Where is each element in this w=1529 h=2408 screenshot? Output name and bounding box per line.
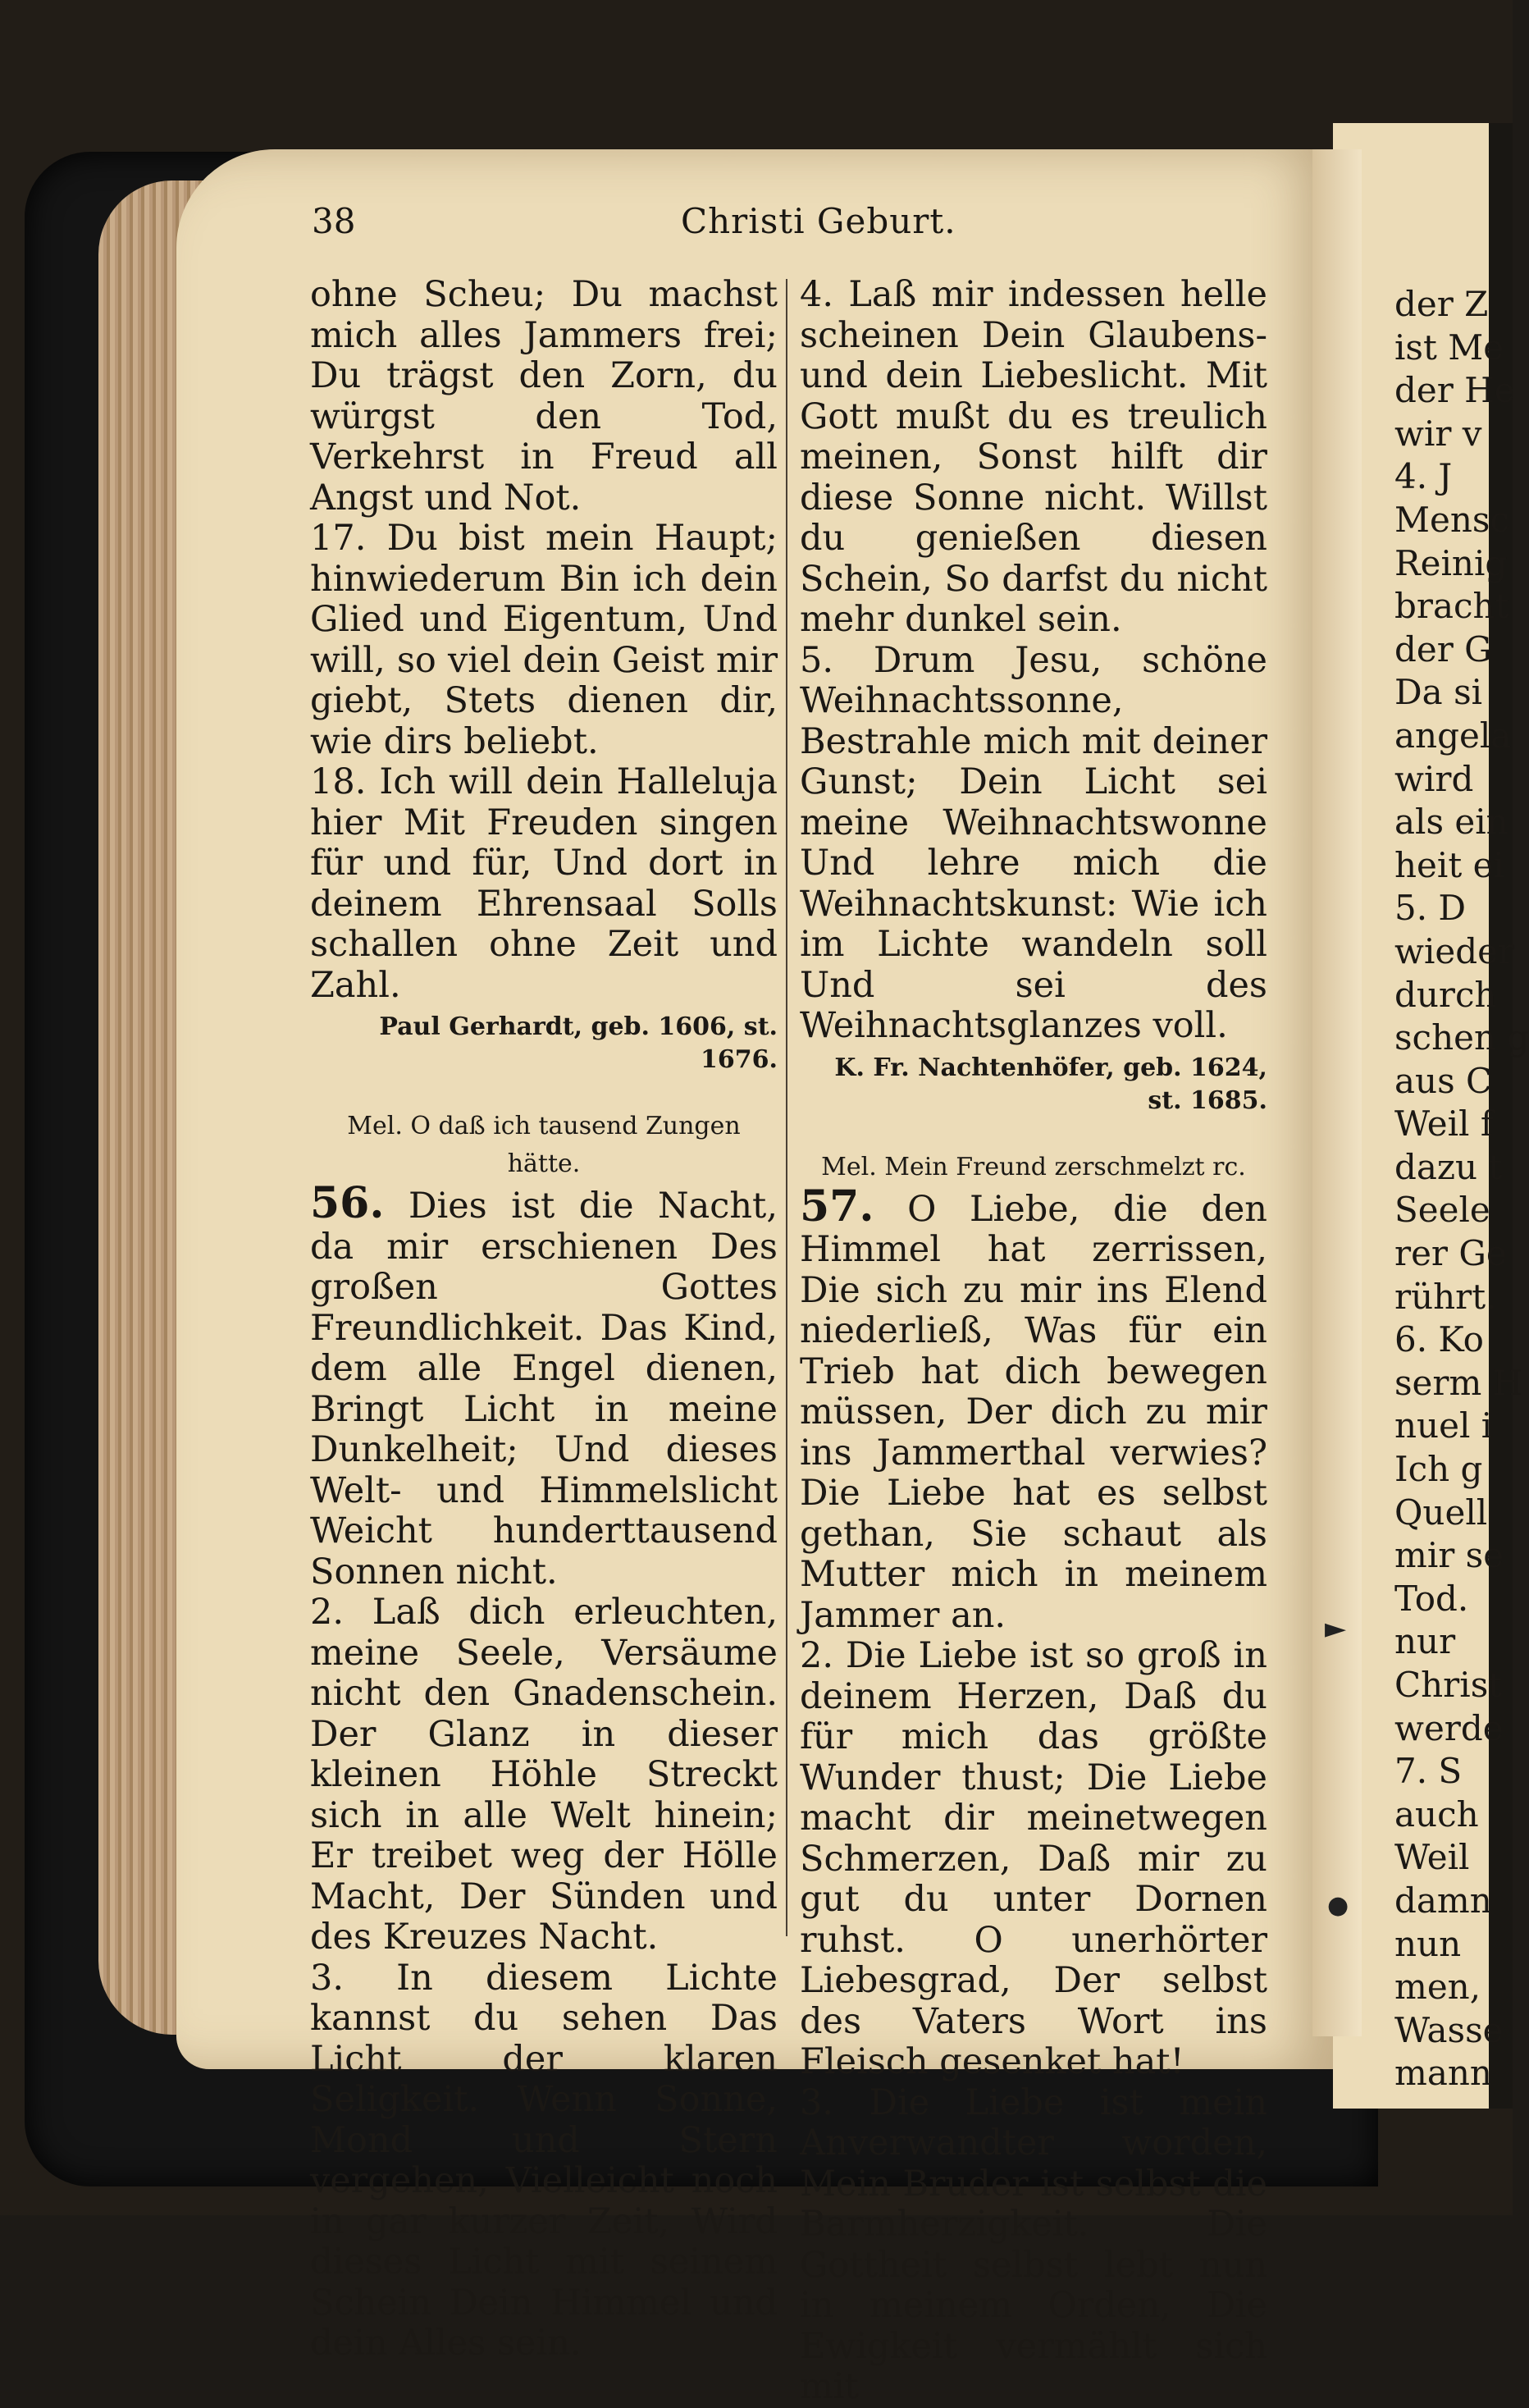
facing-line: der He: [1394, 370, 1515, 411]
facing-line: nun: [1394, 1923, 1462, 1964]
facing-page-text: [1394, 283, 1529, 2095]
facing-line: nuel i: [1394, 1405, 1493, 1446]
melody-line: Mel. O daß ich tausend Zungen hätte.: [347, 1112, 741, 1178]
facing-line: Wasse: [1394, 2009, 1504, 2050]
facing-line: werde: [1394, 1707, 1504, 1748]
facing-line: nur: [1394, 1621, 1456, 1662]
facing-line: dazu t: [1394, 1146, 1503, 1187]
facing-line: aus C: [1394, 1060, 1493, 1101]
facing-line: Weil: [1394, 1837, 1470, 1878]
hymn-number: 56.: [310, 1178, 385, 1228]
facing-line: Christ: [1394, 1665, 1503, 1705]
facing-line: wir v: [1394, 413, 1482, 454]
hymn-author: K. Fr. Nachtenhöfer, geb. 1624, st. 1685.: [834, 1053, 1267, 1115]
left-column: [310, 275, 778, 2365]
facing-line: Seele: [1394, 1190, 1490, 1231]
verse-text: Dies ist die Nacht, da mir erschienen Des großen Gottes Freundlichkeit. Das Kind, dem alle Engel dienen, Bringt Licht in meine Dunkelheit; Und dieses Welt- und Himmelslicht Weicht hunderttausend Sonnen nicht.: [310, 1186, 778, 1592]
melody-line: Mel. Mein Freund zerschmelzt rc.: [821, 1152, 1246, 1181]
margin-mark-icon: ►: [1325, 1612, 1347, 1645]
hymn-55-verse-5: 5. Drum Jesu, schöne Weihnachtssonne, Bestrahle mich mit deiner Gunst; Dein Licht sei meine Weihnachtswonne Und lehre mich die Weihnachtskunst: Wie ich im Lichte wandeln soll Und sei des Weihnachtsglanzes voll.: [800, 639, 1267, 1046]
facing-line: der G: [1394, 628, 1492, 669]
facing-line: rer Ge: [1394, 1233, 1507, 1274]
verse-18: 18. Ich will dein Halleluja hier Mit Freuden singen für und für, Und dort in deinem Ehrensaal Solls schallen ohne Zeit und Zahl.: [310, 761, 778, 1006]
facing-line: mir se: [1394, 1535, 1504, 1576]
facing-line: men,: [1394, 1967, 1481, 2008]
facing-line: der Z: [1394, 284, 1489, 324]
facing-line: heit ei: [1394, 844, 1504, 885]
facing-line: 4. J: [1394, 456, 1453, 497]
hymn-56-verse-1: [310, 1178, 778, 1592]
hymn-55-verse-4: 4. Laß mir indessen helle scheinen Dein Glaubens- und dein Liebeslicht. Mit Gott mußt du es treulich meinen, Sonst hilft dir diese Sonne nicht. Willst du genießen diesen Schein, So darfst du nicht mehr dunkel sein.: [800, 274, 1267, 640]
right-column: [800, 275, 1267, 2408]
facing-line: rührt.: [1394, 1276, 1497, 1317]
facing-line: Reinig: [1394, 542, 1508, 583]
facing-line: schen g: [1394, 1017, 1529, 1058]
facing-line: auch: [1394, 1793, 1479, 1835]
hymn-57-verse-3: 3. Die Liebe ist mein Anverwandter worden, Mein Bruder ist selbst die Barmherzigkeit. Die Gottheit selbst lebt nun in meinem Orden, Die Ewigkeit vermählt sich mit: [800, 2081, 1267, 2407]
hymn-57-verse-1: [800, 1181, 1267, 1637]
running-title: Christi Geburt.: [681, 201, 956, 241]
facing-line: Tod.: [1394, 1578, 1469, 1619]
facing-line: Ich g: [1394, 1449, 1483, 1490]
facing-line: 5. D: [1394, 888, 1467, 929]
facing-line: Mensc: [1394, 499, 1509, 540]
facing-line: wieder: [1394, 930, 1515, 971]
verse-17: 17. Du bist mein Haupt; hinwiederum Bin ich dein Glied und Eigentum, Und will, so viel dein Geist mir giebt, Stets dienen dir, wie dirs beliebt.: [310, 518, 778, 762]
facing-line: ist Me: [1394, 327, 1504, 368]
hymn-57-verse-2: 2. Die Liebe ist so groß in deinem Herzen, Daß du für mich das größte Wunder thust; Die Liebe macht dir meinetwegen Schmerzen, Daß mir zu gut du unter Dornen ruhst. O unerhörter Liebesgrad, Der selbst des Vaters Wort ins Fleisch gesenket hat!: [800, 1635, 1267, 2082]
facing-line: Weil f: [1394, 1103, 1494, 1145]
hymn-number: 57.: [800, 1181, 874, 1231]
verse-text: O Liebe, die den Himmel hat zerrissen, Die sich zu mir ins Elend niederließ, Was für ein Trieb hat dich bewegen müssen, Der dich zu mir ins Jammerthal verwies? Die Liebe hat es selbst gethan, Sie schaut als Mutter mich in meinem Jammer an.: [800, 1188, 1267, 1636]
facing-line: 6. Ko: [1394, 1319, 1484, 1360]
facing-line: 7. S: [1394, 1751, 1463, 1792]
facing-line: wird: [1394, 758, 1474, 799]
facing-line: Quell: [1394, 1492, 1488, 1533]
hymn-56-verse-3: 3. In diesem Lichte kannst du sehen Das Licht der klaren Seligkeit. Wenn Sonne, Mond und Stern vergehen, Vielleicht noch in gar kurzer Zeit, Wird dieses Licht mit seinem Schein Dein Himmel und dein Alles sein.: [310, 1957, 778, 2364]
book-gutter: [1312, 149, 1362, 2036]
page-number: 38: [312, 201, 356, 241]
facing-line: durch: [1394, 974, 1497, 1015]
margin-dot-icon: ●: [1327, 1891, 1349, 1920]
facing-line: angela: [1394, 715, 1512, 756]
facing-line: damn: [1394, 1880, 1492, 1921]
hymn-author: Paul Gerhardt, geb. 1606, st. 1676.: [379, 1012, 778, 1074]
facing-line: als ein: [1394, 802, 1508, 843]
column-divider: [786, 279, 787, 1936]
hymn-continuation: ohne Scheu; Du machst mich alles Jammers frei; Du trägst den Zorn, du würgst den Tod, Verkehrst in Freud all Angst und Not.: [310, 274, 778, 519]
facing-line: serm H: [1394, 1362, 1523, 1403]
hymn-56-verse-2: 2. Laß dich erleuchten, meine Seele, Versäume nicht den Gnadenschein. Der Glanz in dieser kleinen Höhle Streckt sich in alle Welt hinein; Er treibet weg der Hölle Macht, Der Sünden und des Kreuzes Nacht.: [310, 1592, 778, 1958]
page-header: [312, 201, 1263, 258]
facing-line: bracht: [1394, 586, 1509, 627]
facing-line: mann: [1394, 2053, 1492, 2094]
facing-line: Da si: [1394, 672, 1483, 713]
